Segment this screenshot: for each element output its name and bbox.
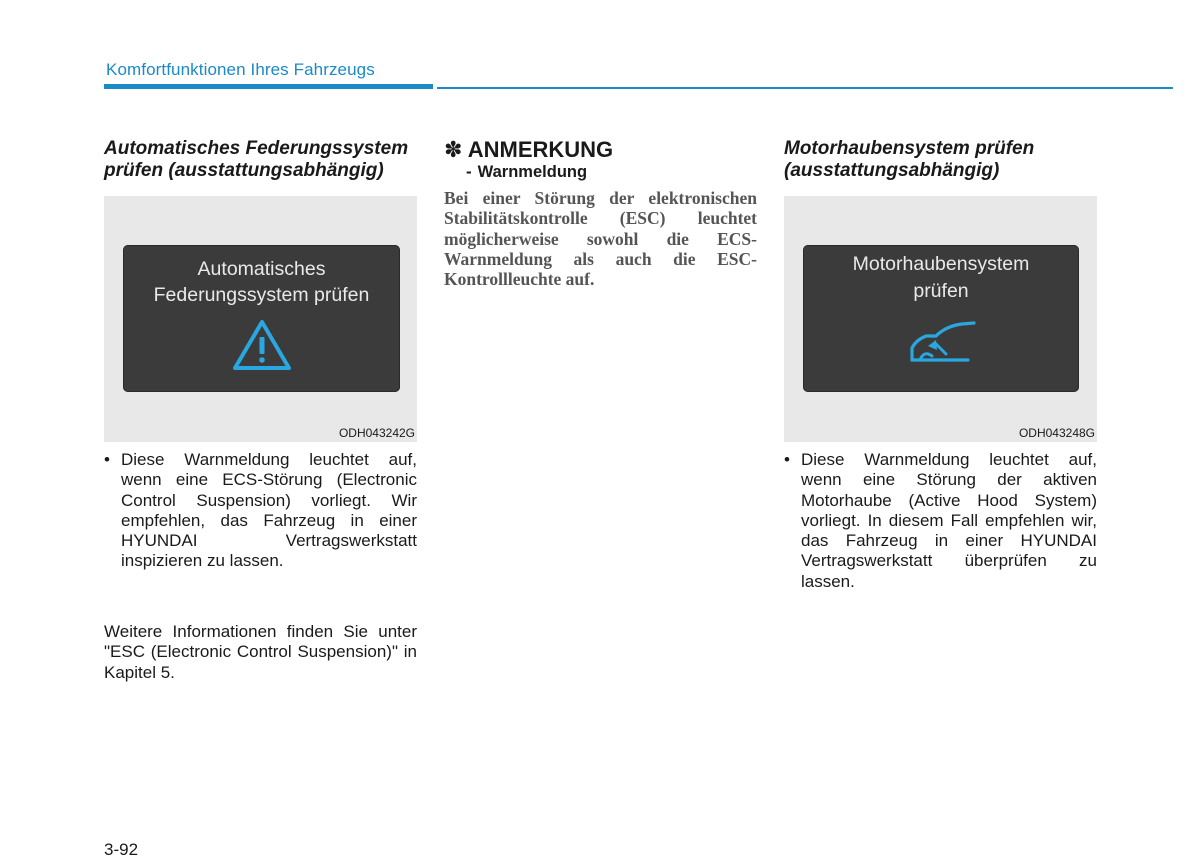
right-title-line1: Motorhaubensystem prüfen bbox=[784, 138, 1035, 159]
left-figure-code: ODH043242G bbox=[338, 426, 415, 440]
left-figure bbox=[104, 196, 417, 442]
left-bullet-text: Diese Warnmeldung leuchtet auf, wenn eine ECS-Störung (Electronic Control Suspension) vorliegt. Wir empfehlen, das Fahrzeug in einer HYUNDAI Vertragswerkstatt inspizieren zu lassen. bbox=[121, 450, 417, 571]
bullet-dot: • bbox=[784, 450, 790, 469]
right-bullet-text: Diese Warnmeldung leuchtet auf, wenn eine Störung der aktiven Motorhaube (Active Hood System) vorliegt. In diesem Fall empfehlen wir, das Fahrzeug in einer HYUNDAI Vertragswerkstatt überprüfen zu lassen. bbox=[801, 450, 1097, 591]
section-header-title: Komfortfunktionen Ihres Fahrzeugs bbox=[106, 60, 375, 79]
note-symbol: ✽ bbox=[444, 137, 463, 162]
left-screen-line1: Automatisches bbox=[197, 258, 326, 280]
left-screen-line2: Federungssystem prüfen bbox=[153, 284, 370, 306]
bullet-dot: • bbox=[104, 450, 110, 469]
left-info-paragraph: Weitere Informationen finden Sie unter "ESC (Electronic Control Suspension)" in Kapitel 5. bbox=[104, 622, 417, 682]
right-screen-line2: prüfen bbox=[913, 280, 969, 302]
note-sub-label: Warnmeldung bbox=[477, 163, 588, 181]
right-figure bbox=[784, 196, 1097, 442]
header-accent-bar bbox=[104, 84, 433, 89]
note-dash: - bbox=[466, 162, 472, 181]
left-title-line2: prüfen (ausstattungsabhängig) bbox=[104, 160, 384, 181]
left-title-line1: Automatisches Federungssystem bbox=[104, 138, 409, 159]
right-title-line2: (ausstattungsabhängig) bbox=[784, 160, 1000, 181]
left-column bbox=[104, 138, 417, 182]
note-body: Bei einer Störung der elektronischen Stabilitätskontrolle (ESC) leuchtet möglicherweise sowohl die ECS-Warnmeldung als auch die ESC-Kontrollleuchte auf. bbox=[444, 188, 757, 290]
right-cluster-screen bbox=[803, 245, 1079, 392]
right-section-title bbox=[784, 138, 1097, 182]
note-subheading bbox=[466, 162, 587, 182]
left-cluster-screen bbox=[123, 245, 400, 392]
right-figure-code: ODH043248G bbox=[1018, 426, 1095, 440]
note-heading-text: ANMERKUNG bbox=[467, 137, 614, 162]
active-hood-icon bbox=[906, 320, 978, 366]
header-rule bbox=[437, 87, 1173, 89]
left-bullet-item bbox=[104, 450, 417, 572]
warning-triangle-icon bbox=[231, 318, 293, 372]
left-section-title bbox=[104, 138, 417, 182]
right-bullet-item bbox=[784, 450, 1097, 592]
page-number: 3-92 bbox=[104, 840, 139, 859]
note-heading bbox=[444, 138, 613, 162]
right-screen-line1: Motorhaubensystem bbox=[852, 253, 1030, 275]
right-column bbox=[784, 138, 1097, 182]
